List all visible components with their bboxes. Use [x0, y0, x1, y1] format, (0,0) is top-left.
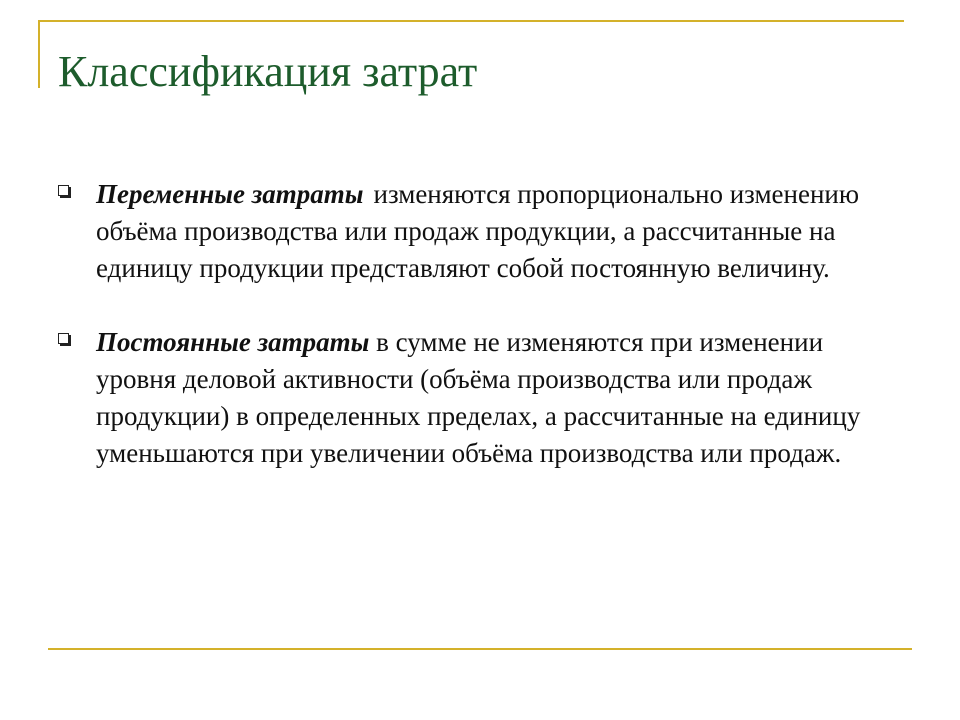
- frame-top-line: [38, 20, 904, 22]
- frame-left-line: [38, 20, 40, 88]
- slide-content: [56, 176, 906, 472]
- list-item-fixed-costs: [56, 324, 906, 472]
- slide-title: Классификация затрат: [58, 47, 478, 96]
- definition-variable-costs: изменяются пропорционально изменению объёма производства или продаж продукции, а рассчитанные на единицу продукции представляют собой постоянную величину.: [96, 179, 860, 283]
- definition-fixed-costs: в сумме не изменяются при изменении уровня деловой активности (объёма производства или продаж продукции) в определенных пределах, а рассчитанные на единицу уменьшаются при увеличении объёма производства или продаж.: [96, 327, 861, 468]
- list-item-variable-costs: [56, 176, 906, 287]
- term-fixed-costs: Постоянные затраты: [96, 327, 370, 357]
- square-bullet-icon: [58, 185, 69, 196]
- square-bullet-icon: [58, 333, 69, 344]
- term-variable-costs: Переменные затраты: [96, 179, 364, 209]
- frame-bottom-line: [48, 648, 912, 650]
